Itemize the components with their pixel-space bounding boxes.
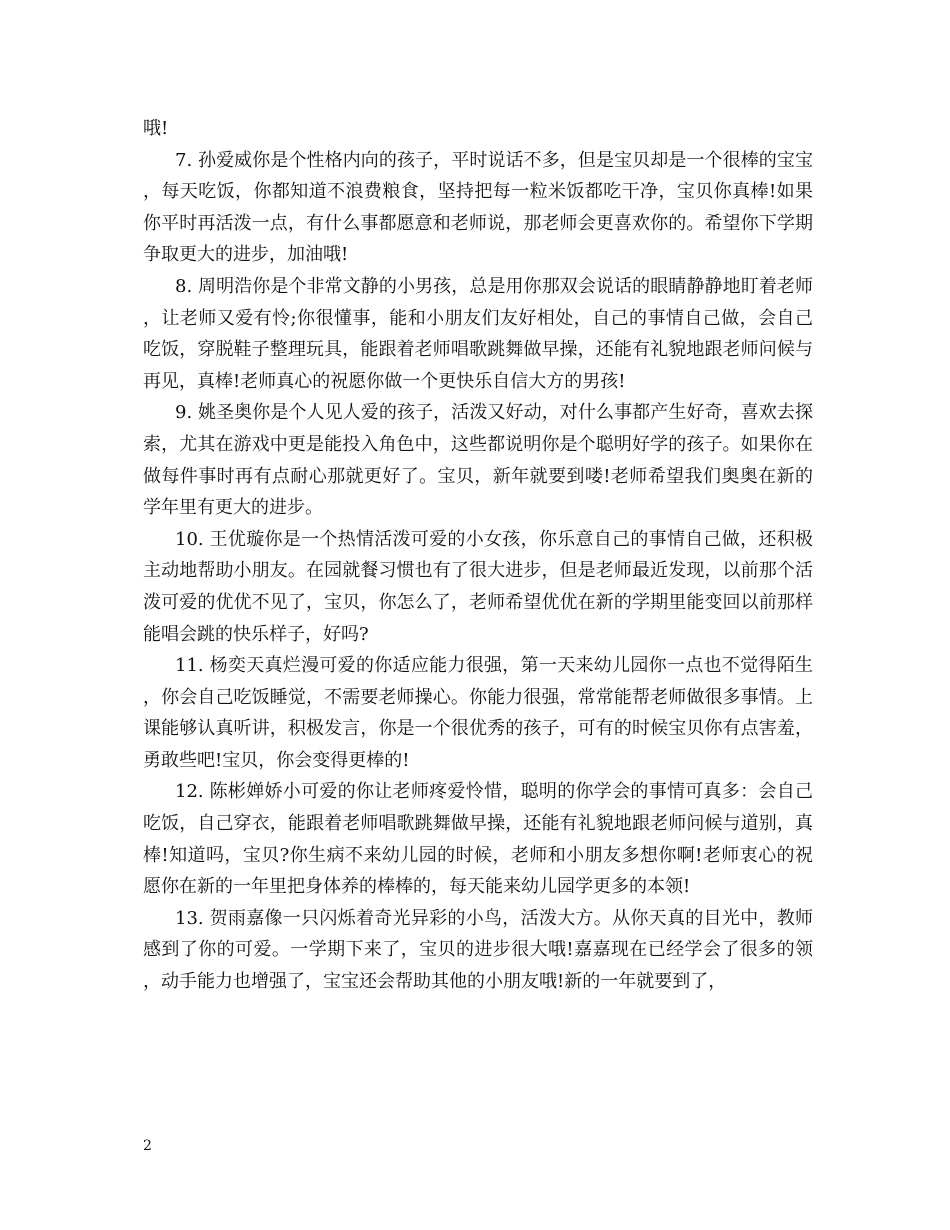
paragraph-continuation: 哦! [143, 118, 169, 139]
paragraph-item-7: 7. 孙爱威你是个性格内向的孩子，平时说话不多，但是宝贝却是一个很棒的宝宝，每天吃饭，你都知道不浪费粮食，坚持把每一粒米饭都吃干净，宝贝你真棒!如果你平时再活泼一点，有什么事都愿意和老师说，那老师会更喜欢你的。希望你下学期争取更大的进步，加油哦! [143, 149, 813, 266]
document-body [143, 113, 813, 998]
paragraph-item-13: 13. 贺雨嘉像一只闪烁着奇光异彩的小鸟，活泼大方。从你天真的目光中，教师感到了你的可爱。一学期下来了，宝贝的进步很大哦!嘉嘉现在已经学会了很多的领，动手能力也增强了，宝宝还会帮助其他的小朋友哦!新的一年就要到了， [143, 907, 813, 993]
page-number: 2 [143, 1138, 152, 1154]
paragraph-item-9: 9. 姚圣奥你是个人见人爱的孩子，活泼又好动，对什么事都产生好奇，喜欢去探索，尤其在游戏中更是能投入角色中，这些都说明你是个聪明好学的孩子。如果你在做每件事时再有点耐心那就更好了。宝贝，新年就要到喽!老师希望我们奥奥在新的学年里有更大的进步。 [143, 402, 813, 519]
paragraph-item-12: 12. 陈彬婵娇小可爱的你让老师疼爱怜惜，聪明的你学会的事情可真多：会自己吃饭，自己穿衣，能跟着老师唱歌跳舞做早操，还能有礼貌地跟老师问候与道别，真棒!知道吗，宝贝?你生病不来幼儿园的时候，老师和小朋友多想你啊!老师衷心的祝愿你在新的一年里把身体养的棒棒的，每天能来幼儿园学更多的本领! [143, 781, 813, 898]
paragraph-item-8: 8. 周明浩你是个非常文静的小男孩，总是用你那双会说话的眼睛静静地盯着老师，让老师又爱有怜;你很懂事，能和小朋友们友好相处，自己的事情自己做，会自己吃饭，穿脱鞋子整理玩具，能跟着老师唱歌跳舞做早操，还能有礼貌地跟老师问候与再见，真棒!老师真心的祝愿你做一个更快乐自信大方的男孩! [143, 275, 813, 392]
paragraph-item-10: 10. 王优璇你是一个热情活泼可爱的小女孩，你乐意自己的事情自己做，还积极主动地帮助小朋友。在园就餐习惯也有了很大进步，但是老师最近发现，以前那个活泼可爱的优优不见了，宝贝，你怎么了，老师希望优优在新的学期里能变回以前那样能唱会跳的快乐样子，好吗? [143, 528, 813, 645]
paragraph-item-11: 11. 杨奕天真烂漫可爱的你适应能力很强，第一天来幼儿园你一点也不觉得陌生，你会自己吃饭睡觉，不需要老师操心。你能力很强，常常能帮老师做很多事情。上课能够认真听讲，积极发言，你是一个很优秀的孩子，可有的时候宝贝你有点害羞，勇敢些吧!宝贝，你会变得更棒的! [143, 655, 813, 771]
